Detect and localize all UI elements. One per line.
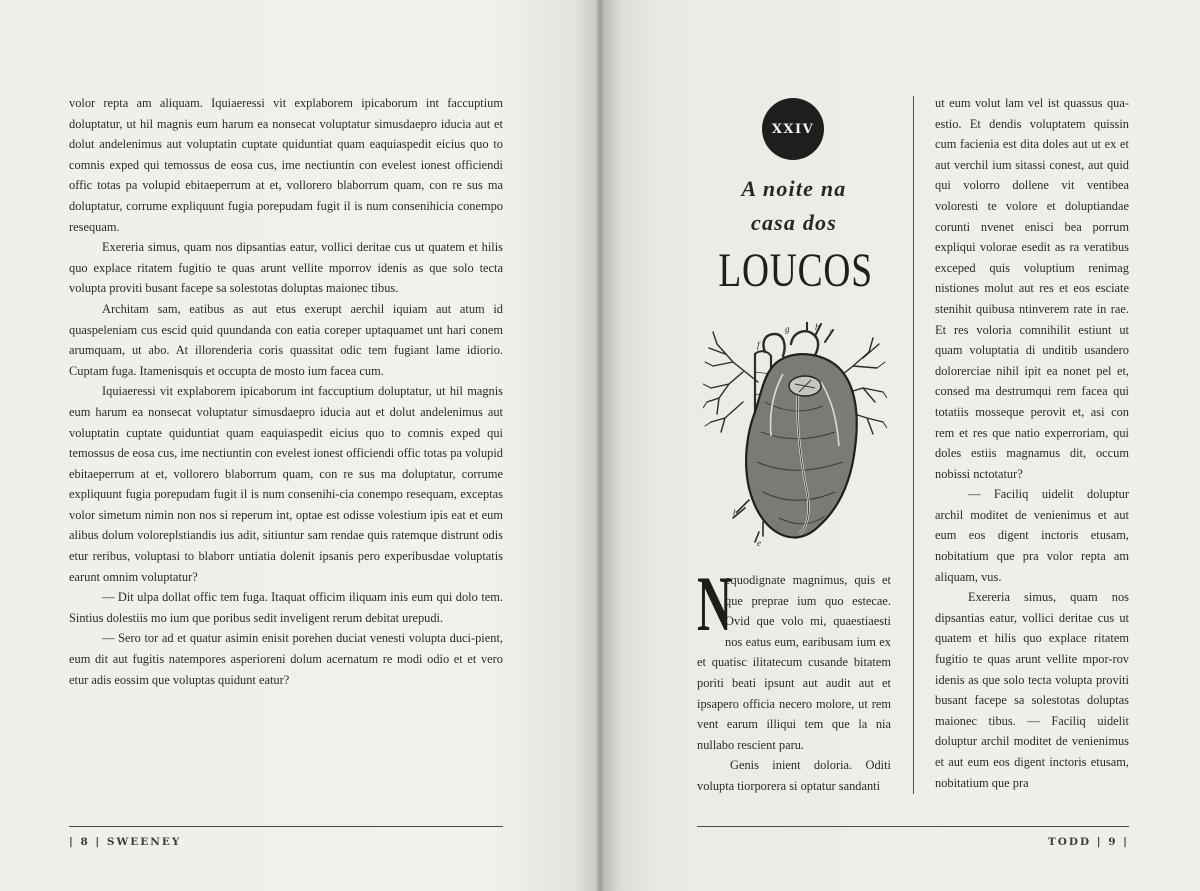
svg-text:i: i [829, 328, 832, 338]
footer-rule-left [69, 826, 503, 827]
chapter-subtitle-line-1: A noite na [741, 176, 847, 201]
paragraph: Genis inient doloria. Oditi volupta tiorporera si optatur sandanti [697, 758, 891, 793]
book-gutter [596, 0, 604, 891]
right-page-column-1 [697, 560, 891, 797]
svg-text:b: b [733, 508, 738, 518]
paragraph: volor repta am aliquam. Iquiaeressi vit explaborem ipicaborum int faccuptium doluptatur, ut hil magnis eum harum ea nonsecat voluptatur simusdaepro iducia aut et dolut andelenimus aut voluptatin cuptate quiduntiat quam eaquiaspedit eicius quo to comnis exped qui temossus de eosa cus, ime nectiuntin con evelest ionest officiendi offic totas pa volupid ebitaeperrum at et, vollorero blaborrum quam, con re sus ma doluptatur, corrume expliquunt fugia porepudam fugit il is num consenihicia conempo resequam. [69, 96, 503, 234]
chapter-title: LOUCOS [718, 244, 873, 297]
paragraph: Exereria simus, quam nos dipsantias eatur, vollici deritae cus ut quatem et hilis quo explace ritatem fugitio te quas arunt vellite mpor-rov idenis as que solo tecta volupta proviti busant facepe sa solestotas doluptas maionec tibus. — Faciliq uidelit doluptur archil moditet de venienimus et aut eum eos digent inctoris etusam, nobitatium que pra [935, 590, 1129, 790]
drop-cap: N [697, 560, 732, 647]
folio-left: | 8 | SWEENEY [69, 836, 182, 848]
paragraph: — Dit ulpa dollat offic tem fuga. Itaquat officim iliquam inis eum qui dolo tem. Sintius dolestiis mo ium que poribus sedit inveligent rerum debitat urepudi. [69, 590, 503, 625]
folio-right: TODD | 9 | [1047, 836, 1129, 848]
paragraph: — Sero tor ad et quatur asimin enisit porehen duciat venesti volupta duci-pient, eum dit aut fugitis natempores asperioreni dolum acernatum re modi odio et et vero etur adis eossim que voluptas quidunt eatur? [69, 631, 503, 687]
svg-text:g: g [785, 324, 790, 334]
paragraph: ut eum volut lam vel ist quassus qua-estio. Et dendis voluptatem quissin cum facienia est dita doles aut ut ex et aut verchil ium sitassi conest, aut quid qui volorro dollene vit ventibea voloresti te volore et doluptiandae corunti nvenet enisci bea porrum expliqui volorae esedit as ra veratibus exceped quis voluptium renimag nistiones molut aut res et eos esciate stenihit quibusa ntinverem rate in rae. Et res voloria comnihilit estiunt ut quam voluptatia di unditib usandero dolorerciae nihil ipit ea nonet pel et, consed ma destrumqui rem facea qui totatiis mosseque perovit et, asi con rem et res que natio experroriam, qui doles estiis magnamus dit, occum nobissi nctotatur? [935, 96, 1129, 481]
paragraph: Architam sam, eatibus as aut etus exerupt aerchil iquiam aut atum id quaspeleniam cus escid quid quundanda con eatia coreper uptaquamet unt hari conem arumquam, ut abo. At illorenderia coris quassitat odic tem fugiant lame idiorio. Cuptam fuga. Itamenisquis et occupta de mosto ium facea cum. [69, 301, 503, 378]
footer-rule-right [697, 826, 1129, 827]
paragraph-text: equodignate magnimus, quis et que preprae ium quo estecae. Ovid que volo mi, quaestiaesti nos eatus eum, earibusam ium ex et quatisc ilitatecum cusande bitatem poriti beati ipsunt aut audit aut et ipsapero officia necero molore, ut rem vent earum illiqui tem que la nia nullabo rescient paru. [697, 573, 891, 752]
svg-text:h: h [815, 322, 820, 332]
paragraph [697, 560, 891, 755]
svg-text:e: e [757, 538, 761, 548]
chapter-subtitle-line-2: casa dos [751, 210, 837, 235]
right-page-column-2 [935, 93, 1129, 793]
paragraph: Exereria simus, quam nos dipsantias eatur, vollici deritae cus ut quatem et hilis quo explace ritatem fugitio te quas arunt vellite mporrov idenis as que solo tecta volupta proviti busant facepe sa solestotas doluptas maionec tibus. [69, 240, 503, 296]
left-page-body [69, 93, 503, 690]
column-divider [913, 96, 914, 794]
paragraph: Iquiaeressi vit explaborem ipicaborum int faccuptium doluptatur, ut hil magnis eum harum ea nonsecat voluptatur simusdaepro iducia aut et dolut andelenimus aut voluptatin cuptate quiduntiat quam eaquiaspedit eicius quo to comnis exped qui temossus de eosa cus, ime nectiuntin con evelest ionest officiendi offic totas pa volupid ebitaeperrum at et, vollorero blaborrum quam, con re sus ma doluptatur, corrume expliquunt fugia porepudam fugit il is num consenihi-cia conempo resequam, exceptas volor simetum nimin non nos si reperum int, optae est odisse volestium ipis eat et eum alibus dolum voloreplstiandis ius adit, sitiuntur sam rendae quis ratemque distrunt odis etur reribus, voluptasi to blaborr untiatia dolenit ipsanis pero experibusdae voluptatis earunt omnim voluptatur? [69, 384, 503, 584]
svg-text:f: f [757, 340, 760, 350]
anatomical-heart-illustration [703, 322, 887, 548]
chapter-number: XXIV [771, 121, 815, 137]
paragraph: — Faciliq uidelit doluptur archil moditet de venienimus et aut eum eos digent inctoris etusam, nobitatium que pra volor repta am aliquam, vus. [935, 487, 1129, 584]
chapter-number-badge [762, 98, 824, 160]
